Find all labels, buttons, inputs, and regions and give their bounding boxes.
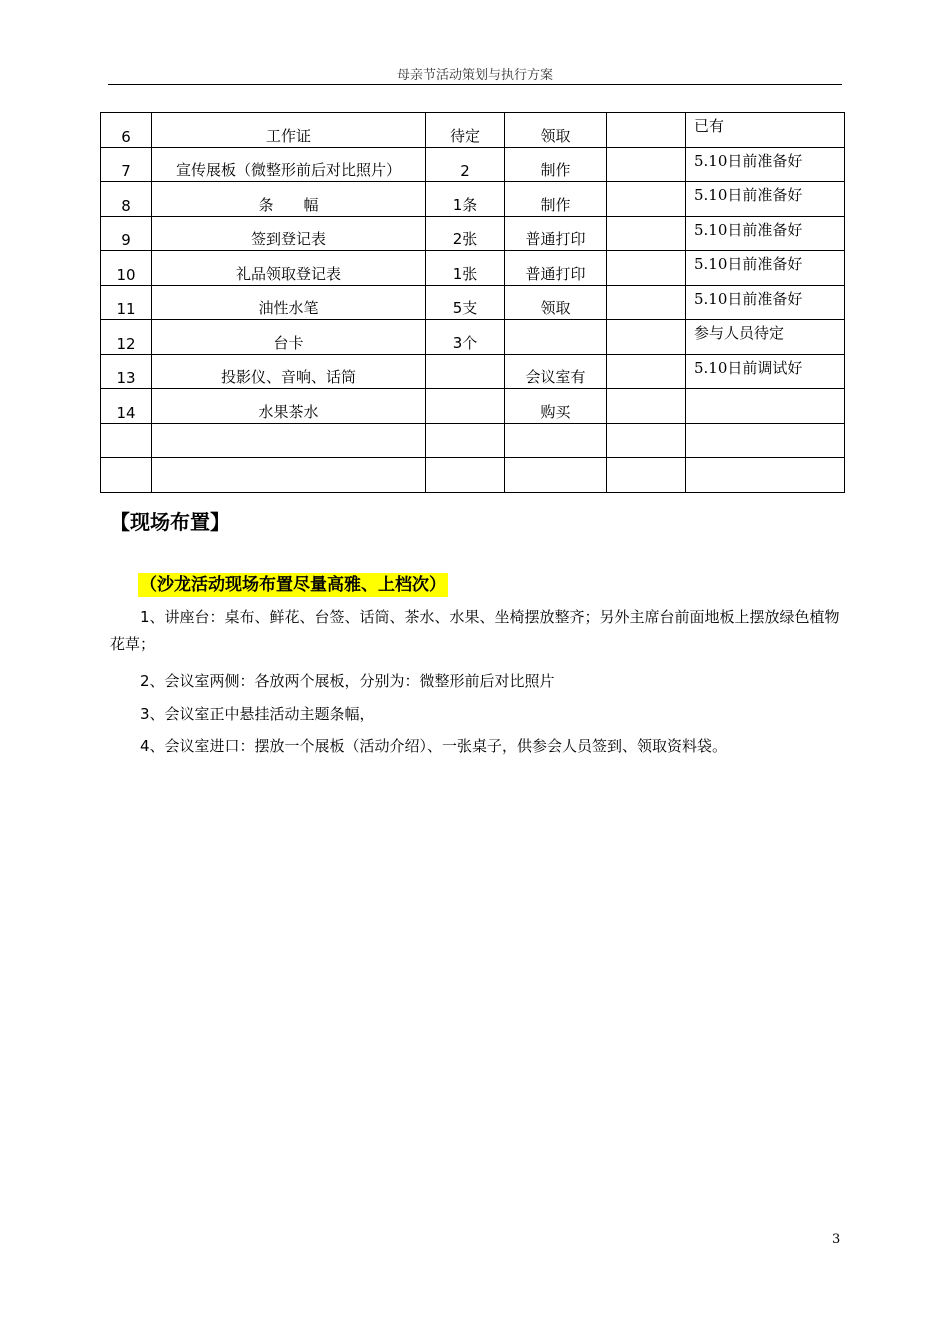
table-cell-index: 6 — [101, 113, 152, 148]
table-cell-item: 条 幅 — [152, 182, 426, 217]
page-header-title: 母亲节活动策划与执行方案 — [396, 68, 553, 83]
table-cell-blank — [607, 251, 686, 286]
paragraph-3: 3、会议室正中悬挂活动主题条幅， — [110, 705, 375, 723]
table-row — [101, 458, 845, 493]
table-cell-status: 5.10日前准备好 — [686, 251, 845, 286]
table-cell-method — [505, 423, 607, 458]
header-divider — [108, 84, 842, 85]
table-cell-status: 5.10日前调试好 — [686, 354, 845, 389]
table-cell-status: 5.10日前准备好 — [686, 285, 845, 320]
table-cell-method — [505, 458, 607, 493]
table-cell-blank — [607, 113, 686, 148]
table-cell-blank — [607, 458, 686, 493]
table-cell-blank — [607, 182, 686, 217]
table-row — [101, 147, 845, 182]
table-cell-blank — [607, 423, 686, 458]
table-cell-method: 领取 — [505, 285, 607, 320]
table-cell-item: 宣传展板（微整形前后对比照片） — [152, 147, 426, 182]
paragraph-1: 1、讲座台：桌布、鲜花、台签、话筒、茶水、水果、坐椅摆放整齐；另外主席台前面地板上摆放绿色植物花草； — [110, 608, 840, 653]
table-cell-blank — [607, 147, 686, 182]
table-cell-quantity: 2张 — [426, 216, 505, 251]
table-cell-item: 工作证 — [152, 113, 426, 148]
table-cell-index: 9 — [101, 216, 152, 251]
table-row — [101, 354, 845, 389]
table-cell-item: 投影仪、音响、话筒 — [152, 354, 426, 389]
page-number: 3 — [832, 1232, 841, 1247]
table-cell-method: 制作 — [505, 182, 607, 217]
table-cell-index — [101, 423, 152, 458]
table-row — [101, 320, 845, 355]
table-cell-quantity: 2 — [426, 147, 505, 182]
table-row — [101, 216, 845, 251]
table-cell-method: 领取 — [505, 113, 607, 148]
table-cell-method: 普通打印 — [505, 251, 607, 286]
table-cell-method: 制作 — [505, 147, 607, 182]
table-cell-item: 油性水笔 — [152, 285, 426, 320]
table-cell-item — [152, 458, 426, 493]
table-cell-item: 签到登记表 — [152, 216, 426, 251]
paragraph-2: 2、会议室两侧：各放两个展板，分别为：微整形前后对比照片 — [110, 672, 555, 690]
table-cell-index: 12 — [101, 320, 152, 355]
table-cell-quantity: 1张 — [426, 251, 505, 286]
table-cell-quantity: 3个 — [426, 320, 505, 355]
table-cell-blank — [607, 389, 686, 424]
table-row — [101, 423, 845, 458]
table-cell-method: 购买 — [505, 389, 607, 424]
table-cell-blank — [607, 285, 686, 320]
table-row — [101, 182, 845, 217]
table-cell-quantity — [426, 354, 505, 389]
table-cell-status: 5.10日前准备好 — [686, 216, 845, 251]
table-cell-status: 已有 — [686, 113, 845, 148]
table-cell-index — [101, 458, 152, 493]
table-cell-blank — [607, 216, 686, 251]
table-cell-index: 11 — [101, 285, 152, 320]
table-cell-quantity — [426, 389, 505, 424]
table-cell-status — [686, 458, 845, 493]
table-cell-index: 10 — [101, 251, 152, 286]
table-cell-index: 14 — [101, 389, 152, 424]
table-cell-item: 台卡 — [152, 320, 426, 355]
highlighted-subtitle: （沙龙活动现场布置尽量高雅、上档次） — [140, 575, 446, 595]
table-cell-index: 7 — [101, 147, 152, 182]
table-cell-status: 5.10日前准备好 — [686, 147, 845, 182]
table-cell-index: 13 — [101, 354, 152, 389]
table-row — [101, 285, 845, 320]
paragraph-4: 4、会议室进口：摆放一个展板（活动介绍）、一张桌子，供参会人员签到、领取资料袋。 — [110, 737, 728, 755]
table-cell-quantity — [426, 423, 505, 458]
table-cell-index: 8 — [101, 182, 152, 217]
table-cell-status — [686, 423, 845, 458]
table-row — [101, 389, 845, 424]
materials-table — [100, 112, 845, 493]
table-row — [101, 113, 845, 148]
table-cell-method: 会议室有 — [505, 354, 607, 389]
table-cell-method: 普通打印 — [505, 216, 607, 251]
table-cell-quantity: 1条 — [426, 182, 505, 217]
table-cell-item — [152, 423, 426, 458]
table-cell-quantity — [426, 458, 505, 493]
table-cell-item: 礼品领取登记表 — [152, 251, 426, 286]
table-cell-quantity: 待定 — [426, 113, 505, 148]
table-cell-status — [686, 389, 845, 424]
table-cell-item: 水果茶水 — [152, 389, 426, 424]
table-row — [101, 251, 845, 286]
table-cell-blank — [607, 320, 686, 355]
table-cell-quantity: 5支 — [426, 285, 505, 320]
table-cell-method — [505, 320, 607, 355]
table-cell-blank — [607, 354, 686, 389]
table-cell-status: 5.10日前准备好 — [686, 182, 845, 217]
table-cell-status: 参与人员待定 — [686, 320, 845, 355]
section-title: 【现场布置】 — [110, 510, 230, 534]
